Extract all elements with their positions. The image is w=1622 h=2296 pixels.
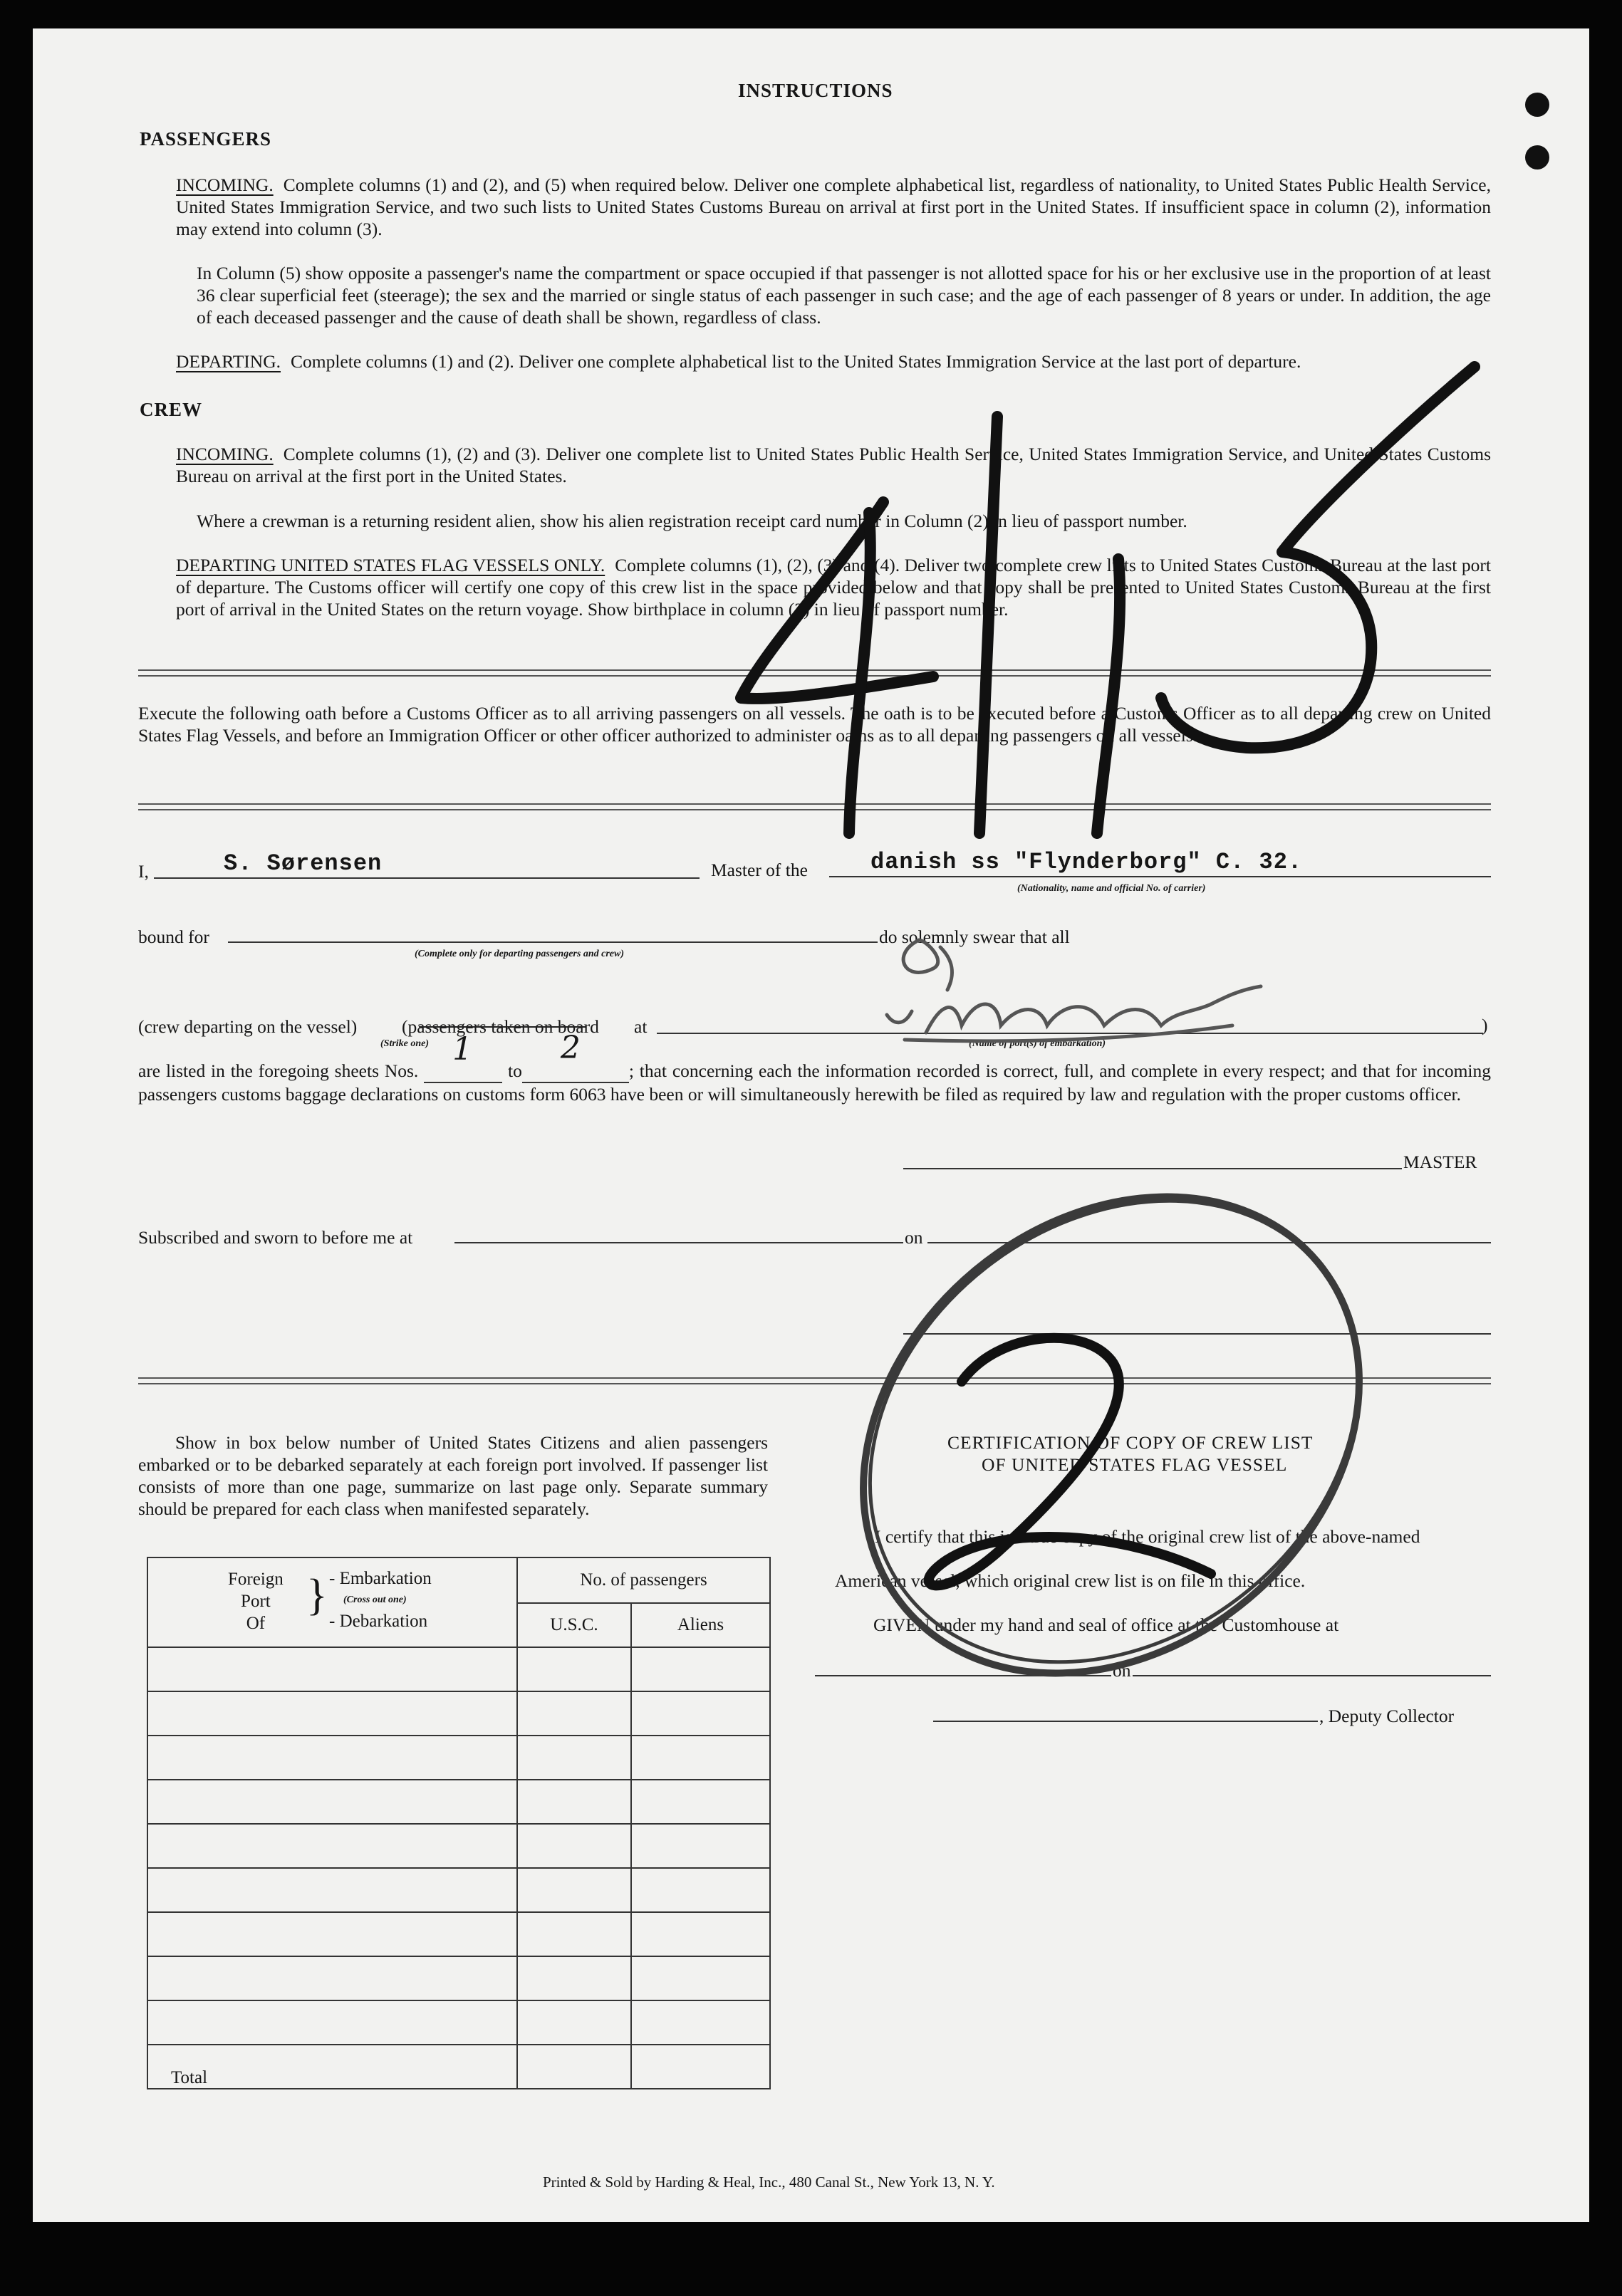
sheet-to-field[interactable]	[522, 1030, 629, 1083]
passengers-incoming-paragraph	[176, 174, 1491, 240]
passengers-incoming-label: INCOMING.	[176, 174, 274, 195]
embarkation-option[interactable]: - Embarkation	[329, 1569, 432, 1588]
aliens-cell[interactable]	[631, 1956, 770, 2000]
divider	[138, 803, 1491, 810]
subscribed-date-field[interactable]	[927, 1242, 1491, 1243]
crew-departing-option: (crew departing on the vessel)	[138, 1016, 358, 1037]
table-row	[147, 1868, 770, 1912]
crew-incoming-label: INCOMING.	[176, 444, 274, 464]
bound-for-caption: (Complete only for departing passengers and crew)	[415, 949, 624, 959]
aliens-cell[interactable]	[631, 1780, 770, 1824]
port-header-cell	[147, 1557, 517, 1647]
vessel-field[interactable]	[829, 876, 1491, 877]
usc-cell[interactable]	[517, 1824, 631, 1868]
port-cell[interactable]	[147, 1824, 517, 1868]
table-row	[147, 1736, 770, 1780]
master-of-label: Master of the	[711, 860, 808, 880]
aliens-header: Aliens	[631, 1603, 770, 1647]
crew-incoming-text: Complete columns (1), (2) and (3). Deliver one complete list to United States Public Health Service, United States Immigration Service, and United States Customs Bureau on arrival at the first port in the United States.	[176, 444, 1491, 486]
usc-cell[interactable]	[517, 1780, 631, 1824]
close-paren: )	[1482, 1015, 1488, 1035]
total-row	[147, 2045, 770, 2089]
aliens-cell[interactable]	[631, 1691, 770, 1736]
crew-departing-paragraph	[176, 554, 1491, 620]
table-row	[147, 1912, 770, 1956]
punch-hole-top	[1525, 93, 1549, 117]
usc-cell[interactable]	[517, 1868, 631, 1912]
oath-i-label: I,	[138, 861, 149, 882]
master-label: MASTER	[1403, 1152, 1477, 1172]
passengers-departing-paragraph	[176, 350, 1491, 372]
aliens-cell[interactable]	[631, 1868, 770, 1912]
subscribed-label: Subscribed and sworn to before me at	[138, 1227, 413, 1248]
certification-on-label: on	[1113, 1660, 1131, 1681]
sheet-to-value: 2	[560, 1030, 581, 1066]
page-title: INSTRUCTIONS	[738, 80, 893, 101]
usc-cell[interactable]	[517, 1736, 631, 1780]
aliens-cell[interactable]	[631, 1824, 770, 1868]
port-cell[interactable]	[147, 1912, 517, 1956]
passenger-summary-table	[147, 1557, 771, 2089]
subscribed-on-label: on	[905, 1227, 923, 1248]
table-row	[147, 1824, 770, 1868]
usc-header: U.S.C.	[517, 1603, 631, 1647]
usc-cell[interactable]	[517, 1647, 631, 1691]
table-row	[147, 1780, 770, 1824]
cross-out-caption: (Cross out one)	[343, 1595, 407, 1605]
total-label: Total	[147, 2045, 517, 2089]
port-cell[interactable]	[147, 1956, 517, 2000]
divider	[138, 1377, 1491, 1384]
debarkation-option[interactable]: - Debarkation	[329, 1612, 428, 1631]
port-cell[interactable]	[147, 1868, 517, 1912]
port-caption: (Name of port(s) of embarkation)	[969, 1038, 1106, 1049]
embarkation-port-field[interactable]	[657, 1033, 1483, 1034]
certification-body-2: American vessel, which original crew list is on file in this office.	[835, 1570, 1306, 1591]
vessel-value: danish ss "Flynderborg" C. 32.	[870, 849, 1303, 875]
printer-footer: Printed & Sold by Harding & Heal, Inc., 480 Canal St., New York 13, N. Y.	[543, 2174, 995, 2191]
certification-title-1: CERTIFICATION OF COPY OF CREW LIST	[947, 1432, 1314, 1453]
port-cell[interactable]	[147, 2000, 517, 2045]
master-name-field[interactable]	[154, 877, 700, 879]
port-cell[interactable]	[147, 1780, 517, 1824]
at-label: at	[634, 1016, 648, 1037]
crew-incoming-paragraph	[176, 443, 1491, 487]
officer-signature-field[interactable]	[903, 1333, 1491, 1335]
aliens-cell[interactable]	[631, 1647, 770, 1691]
crew-departing-text: Complete columns (1), (2), (3) and (4). Deliver two complete crew lists to United States Customs Bureau at the last port of departure. The Customs officer will certify one copy of this crew list in the space provided below and that copy shall be presented to United States Customs Bureau at the first port of arrival in the United States on the return voyage. Show birthplace in column (2) in lieu of passport number.	[176, 555, 1491, 620]
punch-hole-bottom	[1525, 145, 1549, 169]
certification-given: GIVEN under my hand and seal of office at the Customhouse at	[873, 1614, 1339, 1635]
col-port-line: Of	[246, 1614, 266, 1633]
no-passengers-header: No. of passengers	[517, 1557, 770, 1603]
crew-departing-label: DEPARTING UNITED STATES FLAG VESSELS ONLY.	[176, 555, 605, 575]
swear-label: do solemnly swear that all	[879, 927, 1070, 947]
passengers-incoming-text: Complete columns (1) and (2), and (5) when required below. Deliver one complete alphabetical list, regardless of nationality, to United States Public Health Service, United States Immigration Service, and two such lists to United States Customs Bureau on arrival at first port in the United States. If insufficient space in column (2), information may extend into column (3).	[176, 174, 1491, 239]
bound-for-field[interactable]	[228, 941, 878, 943]
usc-cell[interactable]	[517, 2000, 631, 2045]
usc-cell[interactable]	[517, 1912, 631, 1956]
deputy-collector-field[interactable]	[933, 1721, 1318, 1722]
col-port-line: Foreign	[228, 1570, 284, 1589]
listed-rest: ; that concerning each the information recorded is correct, full, and complete in every respect; and that for incoming passengers customs baggage declarations on customs form 6063 have been or will simultaneously herewith be filed as required by law and regulation with the proper customs officer.	[138, 1060, 1492, 1105]
bound-for-label: bound for	[138, 927, 209, 947]
vessel-caption: (Nationality, name and official No. of carrier)	[1017, 883, 1206, 894]
summary-instructions: Show in box below number of United States Citizens and alien passengers embarked or to be debarked separately at each foreign port involved. If passenger list consists of more than one page, summarize on last page only. Separate summary should be prepared for each class when manifested separately.	[138, 1432, 768, 1519]
master-signature-field[interactable]	[903, 1168, 1402, 1169]
total-usc-cell[interactable]	[517, 2045, 631, 2089]
aliens-cell[interactable]	[631, 1736, 770, 1780]
brace-icon: }	[306, 1571, 328, 1619]
table-row	[147, 1956, 770, 2000]
total-aliens-cell[interactable]	[631, 2045, 770, 2089]
certification-title-2: OF UNITED STATES FLAG VESSEL	[982, 1454, 1288, 1475]
to-label: to	[508, 1060, 522, 1081]
table-row	[147, 2000, 770, 2045]
deputy-collector-label: , Deputy Collector	[1319, 1706, 1455, 1726]
table-row	[147, 1691, 770, 1736]
passengers-departing-label: DEPARTING.	[176, 351, 281, 372]
crew-heading: CREW	[140, 399, 203, 420]
crew-resident-paragraph: Where a crewman is a returning resident alien, show his alien registration receipt card number in Column (2) in lieu of passport number.	[197, 511, 1187, 531]
col-port-line: Port	[241, 1592, 271, 1611]
usc-cell[interactable]	[517, 1691, 631, 1736]
master-name-value: S. Sørensen	[224, 850, 383, 877]
sheet-from-value: 1	[452, 1031, 473, 1068]
port-cell[interactable]	[147, 1647, 517, 1691]
port-cell[interactable]	[147, 1736, 517, 1780]
subscribed-place-field[interactable]	[454, 1242, 903, 1243]
divider	[138, 669, 1491, 677]
strike-through-line	[419, 1026, 586, 1028]
passengers-taken-option: (passengers taken on board	[402, 1016, 599, 1037]
sheet-from-field[interactable]	[424, 1031, 502, 1083]
oath-intro: Execute the following oath before a Customs Officer as to all arriving passengers on all vessels. The oath is to be executed before a Customs Officer as to all departing crew on United States Flag Vessels, and before an Immigration Officer or other officer authorized to administer oaths as to all departing passengers on all vessels.	[138, 703, 1491, 746]
port-cell[interactable]	[147, 1691, 517, 1736]
passengers-column5-paragraph: In Column (5) show opposite a passenger's name the compartment or space occupied if that passenger is not allotted space for his or her exclusive use in the proportion of at least 36 clear superficial feet (steerage); the sex and the married or single status of each passenger in such case; and the age of each passenger of 8 years or under. In addition, the age of each deceased passenger and the cause of death shall be shown, regardless of class.	[197, 263, 1491, 328]
usc-cell[interactable]	[517, 1956, 631, 2000]
passengers-heading: PASSENGERS	[140, 128, 272, 150]
strike-caption: (Strike one)	[380, 1038, 430, 1049]
customhouse-field[interactable]	[815, 1675, 1491, 1676]
aliens-cell[interactable]	[631, 2000, 770, 2045]
certification-body-1: I certify that this is a true copy of the original crew list of the above-named	[875, 1526, 1420, 1547]
aliens-cell[interactable]	[631, 1912, 770, 1956]
table-row	[147, 1647, 770, 1691]
passengers-departing-text: Complete columns (1) and (2). Deliver one complete alphabetical list to the United States Immigration Service at the last port of departure.	[291, 351, 1301, 372]
listed-label: are listed in the foregoing sheets Nos.	[138, 1060, 419, 1081]
